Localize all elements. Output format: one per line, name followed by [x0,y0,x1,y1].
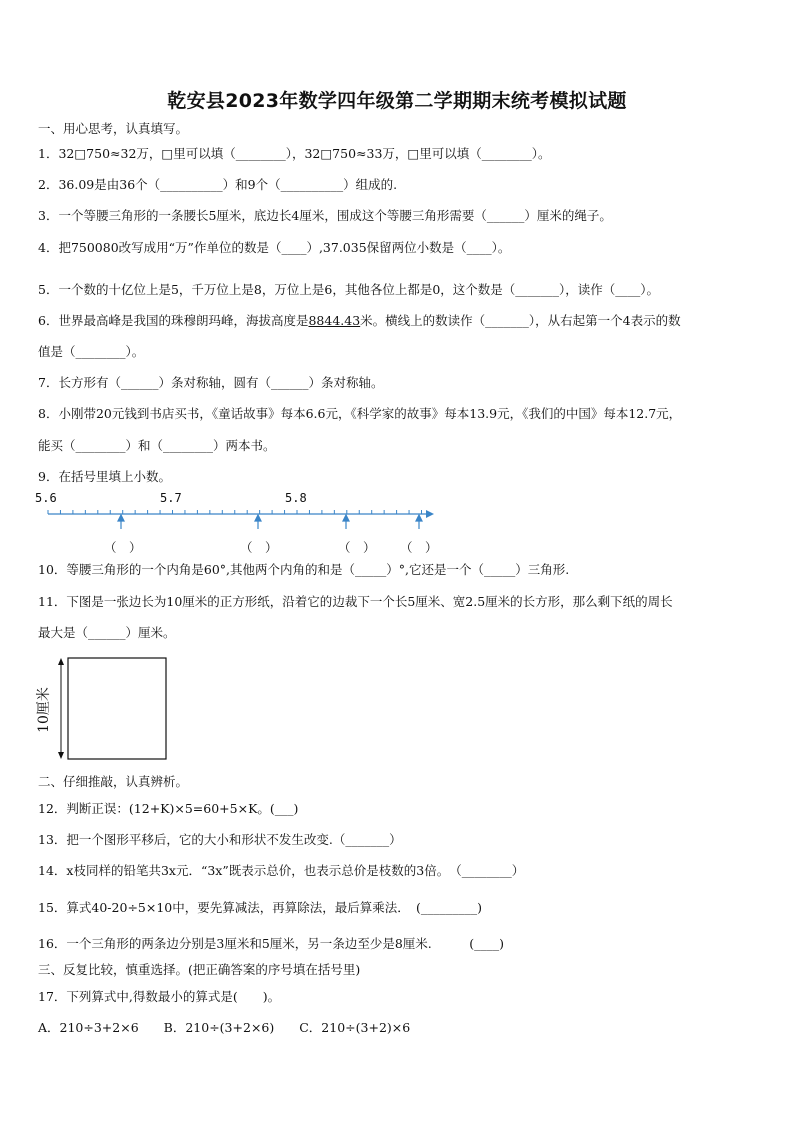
question-11-line-1: 11．下图是一张边长为10厘米的正方形纸，沿着它的边裁下一个长5厘米、宽2.5厘米的长方形，那么剩下纸的周长 [38,594,673,609]
question-17-options[interactable]: A．210÷3+2×6 B．210÷(3+2×6) C．210÷(3+2)×6 [38,1020,411,1035]
question-6-text-a: 6．世界最高峰是我国的珠穆朗玛峰，海拔高度是 [38,313,309,328]
number-line-axis [30,503,440,548]
question-6-line-1 [38,313,681,329]
question-11-line-2: 最大是（______）厘米。 [38,625,176,640]
side-length-label: 10厘米 [36,687,53,733]
question-9: 9．在括号里填上小数。 [38,469,171,484]
section-heading-2: 二、仔细推敲，认真辨析。 [38,774,189,789]
answer-blank[interactable]: （ ） [338,540,376,555]
question-13: 13．把一个图形平移后，它的大小和形状不发生改变.（_______） [38,832,402,847]
answer-blank[interactable]: （ ） [240,540,278,555]
question-12: 12．判断正误：(12+K)×5=60+5×K。(___) [38,801,299,816]
everest-height: 8844.43 [308,313,361,328]
question-6-text-b: 米。横线上的数读作（_______），从右起第一个4表示的数 [360,313,681,328]
question-7: 7．长方形有（______）条对称轴，圆有（______）条对称轴。 [38,375,384,390]
question-8-line-1: 8．小刚带20元钱到书店买书，《童话故事》每本6.6元，《科学家的故事》每本13.9元，《我们的中国》每本12.7元， [38,406,682,421]
question-14: 14．x枝同样的铅笔共3x元．“3x”既表示总价，也表示总价是枝数的3倍。 （________） [38,863,525,878]
number-line-label: 5.6 [35,491,57,505]
question-5: 5．一个数的十亿位上是5，千万位上是8，万位上是6，其他各位上都是0，这个数是（_______），读作（____）。 [38,282,660,297]
question-1: 1．32□750≈32万，□里可以填（________），32□750≈33万，□里可以填（________）。 [38,146,551,161]
question-15: 15．算式40-20÷5×10中，要先算减法，再算除法，最后算乘法． (_________) [38,900,483,915]
section-heading-3: 三、反复比较，慎重选择。(把正确答案的序号填在括号里) [38,962,361,977]
number-line-label: 5.8 [285,491,307,505]
number-line-label: 5.7 [160,491,182,505]
question-8-line-2: 能买（________）和（________）两本书。 [38,438,276,453]
question-16: 16．一个三角形的两条边分别是3厘米和5厘米，另一条边至少是8厘米. (____) [38,936,504,951]
page-title: 乾安县2023年数学四年级第二学期期末统考模拟试题 [167,90,627,112]
answer-blank[interactable]: （ ） [400,540,438,555]
question-10: 10．等腰三角形的一个内角是60°,其他两个内角的和是（_____）°,它还是一个（_____）三角形. [38,562,570,577]
question-17: 17．下列算式中,得数最小的算式是( )。 [38,989,281,1004]
answer-blank[interactable]: （ ） [104,540,142,555]
question-2: 2．36.09是由36个（__________）和9个（__________）组成的. [38,177,398,192]
section-heading-1: 一、用心思考，认真填写。 [38,121,189,136]
question-4: 4．把750080改写成用“万”作单位的数是（____）,37.035保留两位小数是（____）。 [38,240,511,255]
question-6-line-2: 值是（________）。 [38,344,145,359]
question-3: 3．一个等腰三角形的一条腰长5厘米，底边长4厘米，围成这个等腰三角形需要（______）厘米的绳子。 [38,208,612,223]
